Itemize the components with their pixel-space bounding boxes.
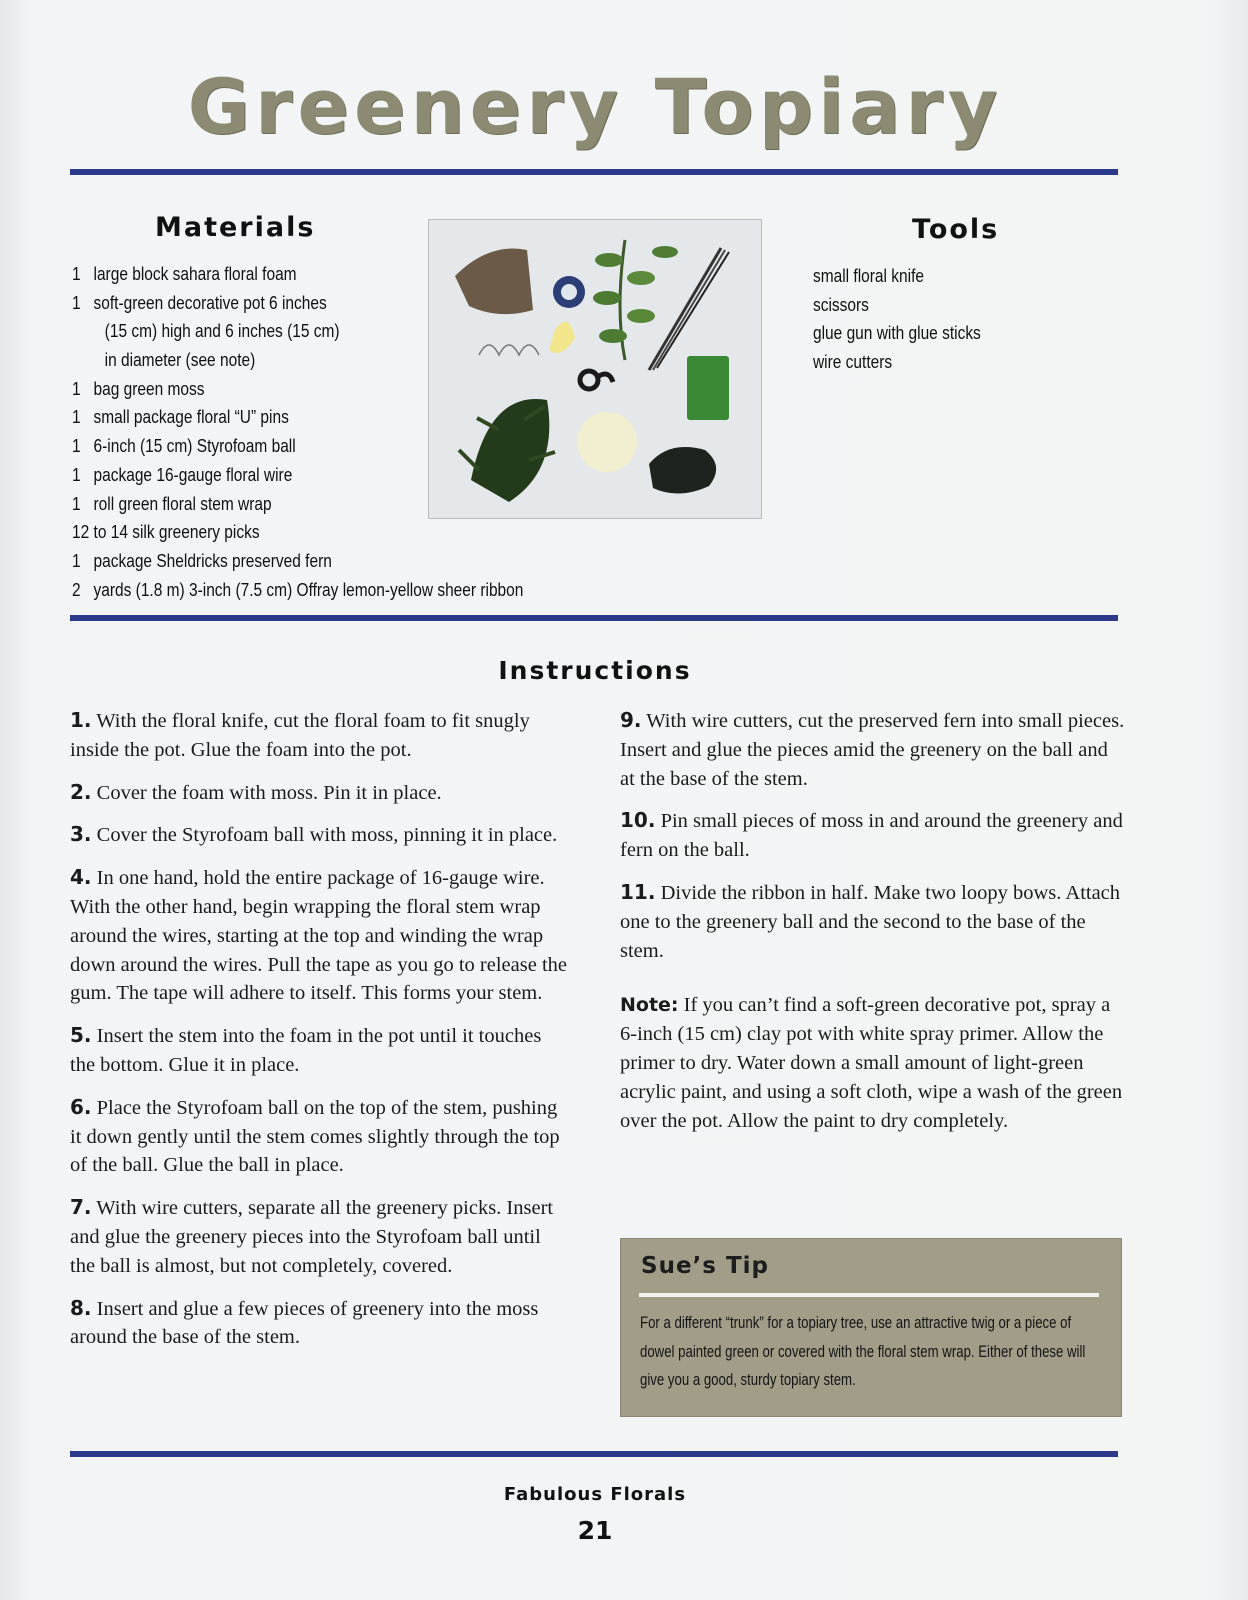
instruction-step xyxy=(620,806,1125,865)
tip-divider xyxy=(639,1293,1099,1297)
materials-item xyxy=(72,547,523,576)
instruction-step xyxy=(70,1021,570,1080)
instruction-step xyxy=(70,1294,570,1353)
materials-item-text: package 16-gauge floral wire xyxy=(93,464,293,485)
materials-item-qty: 2 xyxy=(72,579,81,600)
instruction-step xyxy=(70,1093,570,1180)
step-number: 9. xyxy=(620,708,642,732)
step-text: With the floral knife, cut the floral foam to fit snugly inside the pot. Glue the foam into the pot. xyxy=(70,710,530,761)
materials-item-text: bag green moss xyxy=(93,378,205,399)
materials-item-qty: 1 xyxy=(72,378,81,399)
materials-item-text: yards (1.8 m) 3-inch (7.5 cm) Offray lemon-yellow sheer ribbon xyxy=(93,579,524,600)
step-text: Cover the foam with moss. Pin it in place. xyxy=(96,781,442,804)
step-number: 10. xyxy=(620,808,656,833)
page-title: Greenery Topiary xyxy=(187,62,1003,151)
materials-item-text: large block sahara floral foam xyxy=(93,264,297,284)
materials-item-text: 6-inch (15 cm) Styrofoam ball xyxy=(93,436,296,457)
tools-heading: Tools xyxy=(912,214,1000,245)
top-divider xyxy=(70,169,1118,175)
materials-photo-illustration xyxy=(429,220,761,518)
materials-item-text: (15 cm) high and 6 inches (15 cm) xyxy=(104,321,340,342)
materials-item-text: to 14 silk greenery picks xyxy=(93,522,260,543)
tools-item: glue gun with glue sticks xyxy=(813,323,981,344)
materials-photo xyxy=(428,219,762,519)
tip-box xyxy=(620,1238,1122,1417)
footer-book-title: Fabulous Florals xyxy=(503,1484,687,1505)
step-text: In one hand, hold the entire package of 16-gauge wire. With the other hand, begin wrapping the floral stem wrap around the wires, starting at the top and winding the wrap down around the wires. Pull the tape as you go to release the gum. The tape will adhere to itself. This forms your stem. xyxy=(70,867,567,1005)
page-number: 21 xyxy=(577,1516,613,1545)
tools-item: wire cutters xyxy=(813,352,893,373)
tip-heading: Sue’s Tip xyxy=(641,1253,770,1279)
note-text: If you can’t find a soft-green decorative pot, spray a 6-inch (15 cm) clay pot with white spray primer. Allow the primer to dry. Water down a small amount of light-green acrylic paint, and using a soft cloth, wipe a wash of the green over the pot. Allow the paint to dry completely. xyxy=(620,994,1123,1132)
note-paragraph xyxy=(620,991,1125,1135)
step-number: 8. xyxy=(70,1295,92,1320)
instructions-left-column xyxy=(70,706,570,1365)
materials-item xyxy=(72,518,523,547)
step-text: Place the Styrofoam ball on the top of the stem, pushing it down gently until the stem comes slightly through the top of the ball. Glue the ball in place. xyxy=(70,1096,560,1177)
step-number: 4. xyxy=(70,865,92,890)
bottom-divider xyxy=(70,1451,1118,1457)
step-text: With wire cutters, separate all the greenery picks. Insert and glue the greenery pieces into the Styrofoam ball until the ball is almost, but not completely, covered. xyxy=(70,1197,554,1277)
materials-item-qty: 1 xyxy=(72,436,81,457)
materials-item xyxy=(72,576,523,605)
step-number: 3. xyxy=(70,822,92,847)
materials-item-text: in diameter (see note) xyxy=(104,350,256,371)
materials-heading: Materials xyxy=(155,212,316,243)
instructions-right-column xyxy=(620,706,1125,1148)
step-text: Divide the ribbon in half. Make two loopy bows. Attach one to the greenery ball and the second to the base of the stem. xyxy=(620,881,1121,962)
instruction-step xyxy=(70,778,570,808)
step-text: Insert and glue a few pieces of greenery into the moss around the base of the stem. xyxy=(70,1297,539,1349)
step-text: Pin small pieces of moss in and around the greenery and fern on the ball. xyxy=(620,810,1123,862)
materials-item-qty: 1 xyxy=(72,292,81,313)
step-text: Cover the Styrofoam ball with moss, pinning it in place. xyxy=(96,824,558,847)
materials-item-qty: 1 xyxy=(72,493,81,514)
materials-item-text: small package floral “U” pins xyxy=(93,407,289,428)
materials-item-qty: 1 xyxy=(72,464,81,485)
step-number: 7. xyxy=(70,1195,92,1220)
step-number: 11. xyxy=(620,879,656,904)
step-text: With wire cutters, cut the preserved fern into small pieces. Insert and glue the pieces amid the greenery on the ball and at the base of the stem. xyxy=(620,710,1125,790)
materials-item-text: package Sheldricks preserved fern xyxy=(93,550,332,571)
step-number: 5. xyxy=(70,1023,92,1048)
tools-list xyxy=(813,262,1008,377)
instruction-step xyxy=(70,820,570,850)
step-number: 2. xyxy=(70,779,92,804)
instructions-right-steps xyxy=(620,706,1125,965)
tools-item: small floral knife xyxy=(813,266,924,286)
materials-item-qty: 1 xyxy=(72,550,81,571)
instructions-heading: Instructions xyxy=(498,656,692,685)
materials-item-qty: 1 xyxy=(72,264,81,284)
materials-item-text: soft-green decorative pot 6 inches xyxy=(93,292,327,313)
instruction-step xyxy=(70,1193,570,1280)
instruction-step xyxy=(70,863,570,1008)
tip-text: For a different “trunk” for a topiary tree, use an attractive twig or a piece of dowel painted green or covered with the floral stem wrap. Either of these will give you a good, sturdy topiary stem. xyxy=(640,1314,1086,1389)
materials-item-text: roll green floral stem wrap xyxy=(93,493,272,514)
step-number: 1. xyxy=(70,708,92,732)
tools-item: scissors xyxy=(813,294,869,315)
step-text: Insert the stem into the foam in the pot until it touches the bottom. Glue it in place. xyxy=(70,1025,542,1076)
middle-divider xyxy=(70,615,1118,621)
note-label: Note: xyxy=(620,994,679,1017)
instruction-step xyxy=(620,878,1125,965)
materials-item-qty: 12 xyxy=(72,522,90,543)
instruction-step xyxy=(70,706,570,765)
instruction-step xyxy=(620,706,1125,793)
step-number: 6. xyxy=(70,1094,92,1119)
materials-item-qty: 1 xyxy=(72,407,81,428)
